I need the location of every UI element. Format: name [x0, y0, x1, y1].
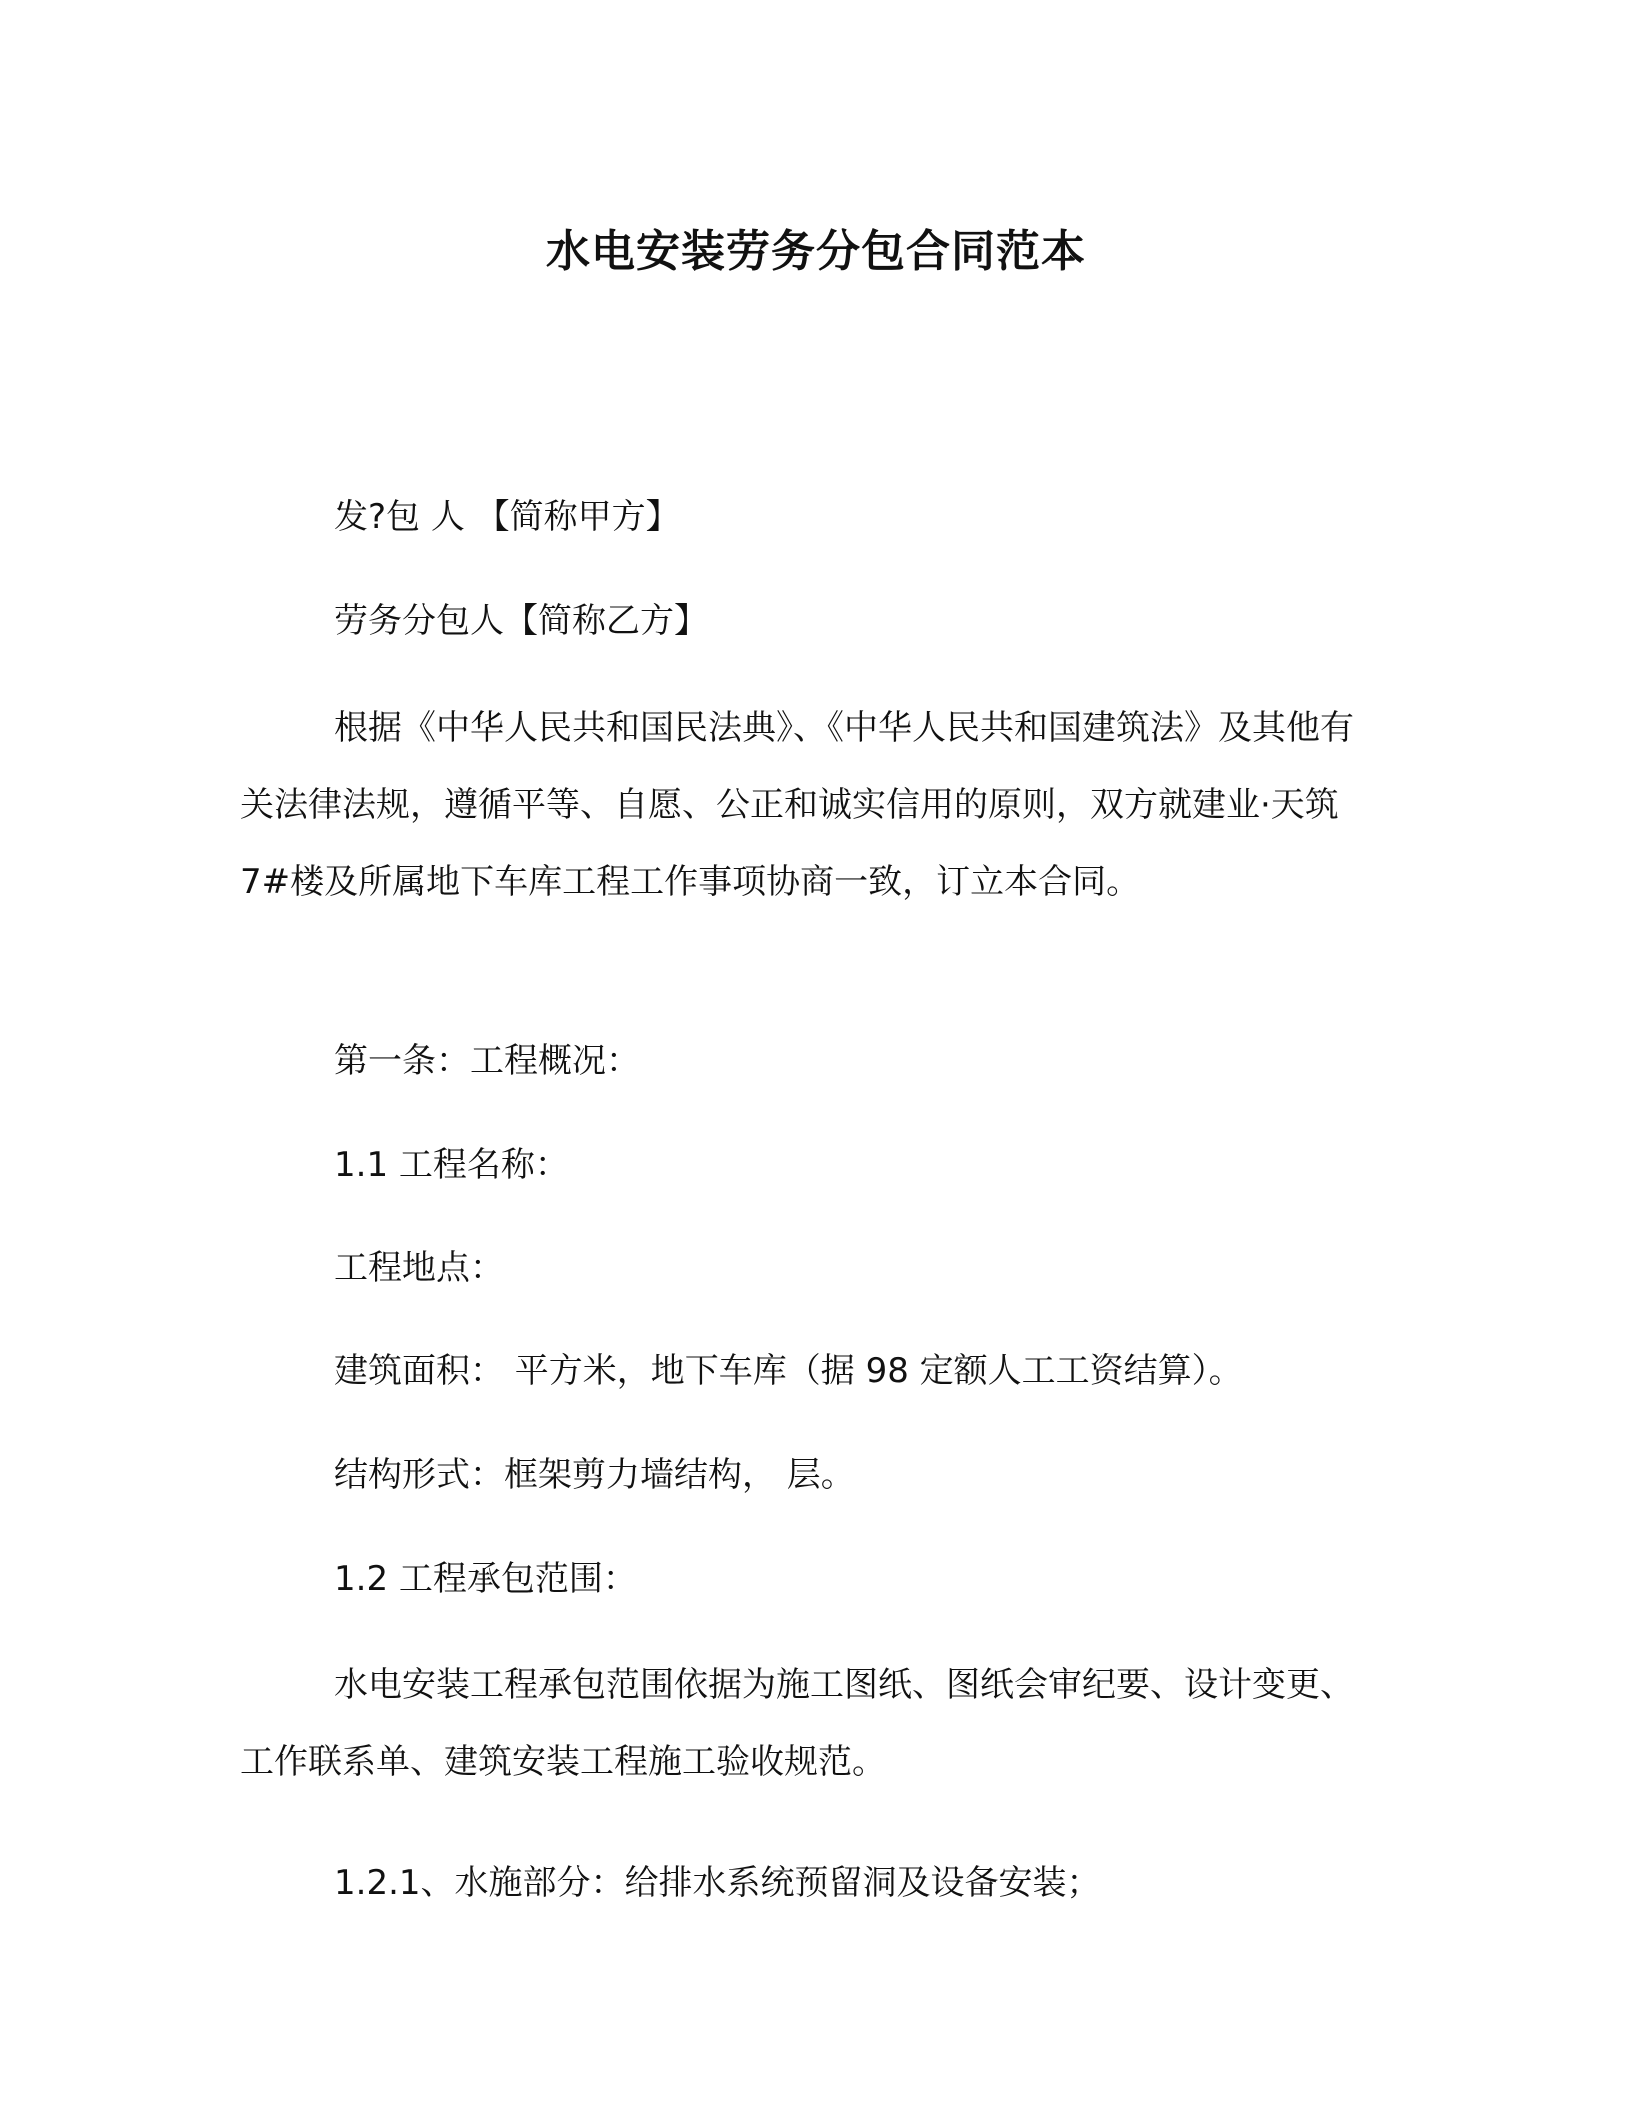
article-one-heading: 第一条：工程概况： [334, 1041, 640, 1081]
scope-heading: 1.2 工程承包范围： [334, 1559, 637, 1599]
document-title: 水电安装劳务分包合同范本 [546, 226, 1086, 277]
water-section-line: 1.2.1、水施部分：给排水系统预留洞及设备安装； [334, 1863, 1101, 1903]
party-b-line: 劳务分包人【简称乙方】 [334, 601, 708, 641]
structure-form-line: 结构形式：框架剪力墙结构， 层。 [334, 1455, 855, 1495]
party-a-line: 发?包 人 【简称甲方】 [334, 497, 680, 537]
preamble-paragraph: 根据《中华人民共和国民法典》、《中华人民共和国建筑法》及其他有关法律法规，遵循平等、自愿、公正和诚实信用的原则，双方就建业·天筑 7#楼及所属地下车库工程工作事项协商一致，订立本合同。 [240, 708, 1354, 902]
scope-paragraph: 水电安装工程承包范围依据为施工图纸、图纸会审纪要、设计变更、工作联系单、建筑安装工程施工验收规范。 [240, 1665, 1354, 1782]
building-area-line: 建筑面积： 平方米，地下车库（据 98 定额人工工资结算）。 [334, 1351, 1243, 1391]
project-name-line: 1.1 工程名称： [334, 1145, 569, 1185]
project-location-line: 工程地点： [334, 1248, 504, 1288]
